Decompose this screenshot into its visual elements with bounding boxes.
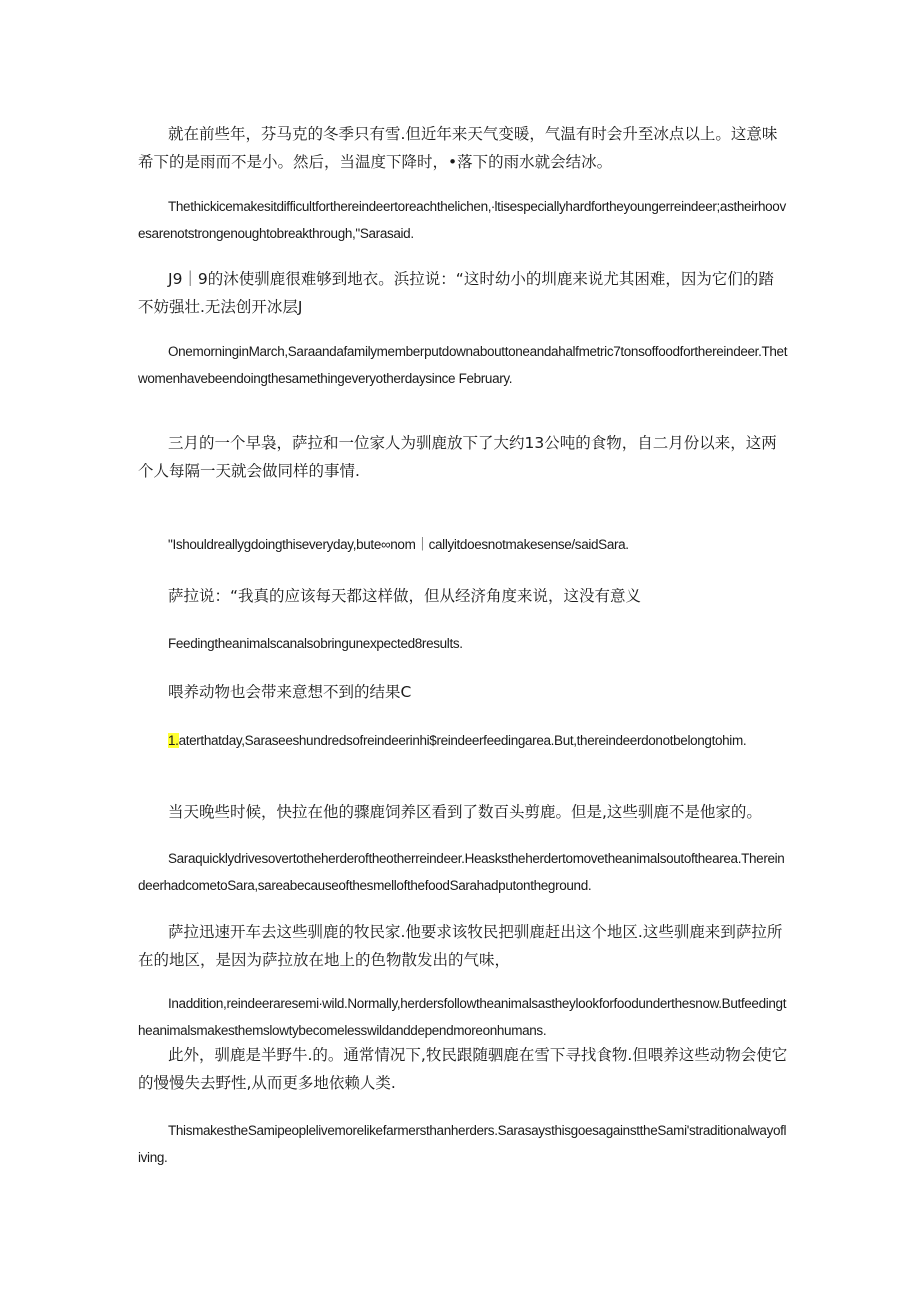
paragraph-zh-march-morning: 三月的一个早袅，萨拉和一位家人为驯鹿放下了大约13公吨的食物，自二月份以来，这两个人每隔一天就会做同样的事情. — [138, 434, 777, 480]
paragraph-zh-unexpected-results: 喂养动物也会带来意想不到的结果C — [168, 683, 412, 701]
paragraph-zh-later-that-day: 当天晚些时候，快拉在他的骤鹿饲养区看到了数百头剪鹿。但是,这些驯鹿不是他家的。 — [168, 803, 762, 821]
paragraph-en-quote-sara: "Ishouldreallygdoingthiseveryday,bute∞nom｜callyitdoesnotmakesense/saidSara. — [168, 537, 629, 552]
paragraph-zh-drives-over: 萨拉迅速开车去这些驯鹿的牧民家.他要求该牧民把驯鹿赶出这个地区.这些驯鹿来到萨拉所在的地区，是因为萨拉放在地上的色物散发出的气味， — [138, 923, 783, 969]
paragraph-zh-semi-wild: 此外，驯鹿是半野牛.的。通常情况下,牧民跟随驷鹿在雪下寻找食物.但喂养这些动物会使它的慢慢失去野性,从而更多地依赖人类. — [138, 1046, 788, 1092]
paragraph-en-march-morning: OnemorninginMarch,Saraandafamilymemberputdownabouttoneandahalfmetric7tonsoffoodforthereindeer.Thetwomenhavebeendoingthesamethingeveryotherdaysince February. — [138, 344, 788, 386]
paragraph-zh-thick-ice: J9｜9的沐使驯鹿很难够到地衣。浜拉说：“这时幼小的圳鹿来说尤其困难，因为它们的踏不妨强壮.无法创开冰层J — [138, 270, 774, 316]
paragraph-zh-winter-weather: 就在前些年，芬马克的冬季只有雪.但近年来天气变暖，气温有时会升至冰点以上。这意味希下的是雨而不是小。然后，当温度下降时，•落下的雨水就会结冰。 — [138, 125, 778, 171]
paragraph-en-thick-ice: Thethickicemakesitdifficultforthereindeertoreachthelichen,∙ltisespeciallyhardfortheyoungerreindeer;astheirhoovesarenotstrongenoughtobreakthrough,"Sarasaid. — [138, 199, 786, 241]
list-marker-highlight: 1. — [168, 733, 179, 748]
paragraph-zh-quote-sara: 萨拉说：“我真的应该每天都这样做，但从经济角度来说，这没有意义 — [168, 587, 642, 605]
paragraph-en-semi-wild: Inaddition,reindeerаresemi∙wild.Normally,herdersfollowtheanimalsastheylookforfoodunderthesnow.Butfeedingtheanimalsmakesthemslowtybecomelesswildanddependmoreonhumans. — [138, 996, 787, 1038]
paragraph-en-unexpected-results: Feedingtheanimalscanalsobringunexpected8results. — [168, 636, 463, 651]
paragraph-en-drives-over: Saraquicklydrivesovertotheherderoftheotherreindeer.Heaskstheherdertomovetheanimalsoutofthearea.ThereindeerhadcometoSara,sareabecauseofthesmellofthefoodSarahadputontheground. — [138, 851, 785, 893]
paragraph-en-later-that-day-text: aterthatday,Saraseeshundredsofreindeerinhi$reindeerfeedingarea.But,thereindeerdonotbelongtohim. — [178, 733, 747, 748]
paragraph-en-sami-tradition: ThismakestheSamipeoplelivemorelikefarmersthanherders.SarasaysthisgoesagainsttheSami'straditionalwayofliving. — [138, 1123, 787, 1165]
paragraph-en-later-that-day — [138, 727, 788, 754]
